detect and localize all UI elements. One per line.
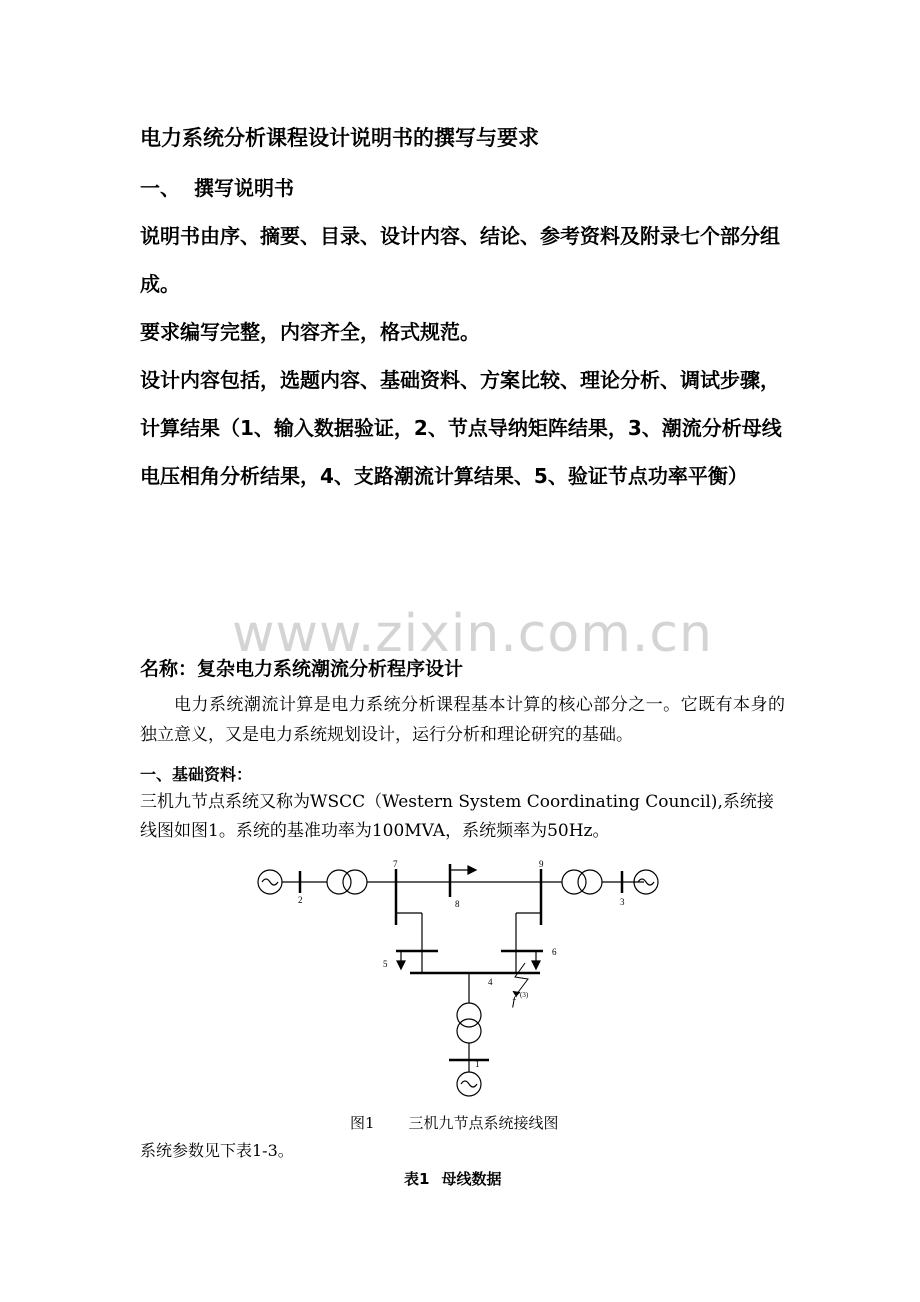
section-number: 一、 [140,176,180,200]
intro-paragraph: 电力系统潮流计算是电力系统分析课程基本计算的核心部分之一。它既有本身的独立意义，又是电力系统规划设计，运行分析和理论研究的基础。 [140,695,785,745]
load-6-icon [532,961,540,969]
generator-1-icon [457,1072,481,1096]
figure-title: 三机九节点系统接线图 [408,1114,559,1132]
bus-3-label: 3 [620,897,625,907]
paragraph-design-content: 设计内容包括，选题内容、基础资料、方案比较、理论分析、调试步骤，计算结果（1、输入数据验证，2、节点导纳矩阵结果，3、潮流分析母线电压相角分析结果，4、支路潮流计算结果、5、验证节点功率平衡） [140,368,782,488]
fault-label: f [512,993,516,1008]
load-8-icon [468,866,476,874]
bus-2-label: 2 [298,895,303,905]
params-text: 系统参数见下表1-3。 [140,1141,294,1160]
project-name: 名称：复杂电力系统潮流分析程序设计 [140,658,464,680]
document-title: 电力系统分析课程设计说明书的撰写与要求 [140,126,539,150]
transformer-right-icon [562,870,602,894]
table-number: 表1 [404,1170,430,1188]
nine-bus-diagram [250,855,670,1105]
bus-6-label: 6 [552,947,557,957]
table-caption [404,1168,501,1189]
bus-4-label: 4 [488,977,493,987]
paragraph-structure: 说明书由序、摘要、目录、设计内容、结论、参考资料及附录七个部分组成。 [140,224,780,296]
transformer-bottom-icon [457,1003,481,1043]
bus-9-label: 9 [539,859,544,869]
watermark: www.zixin.com.cn [232,604,713,664]
figure-number: 图1 [350,1114,375,1132]
basic-data-text: 三机九节点系统又称为WSCC（Western System Coordinating Council),系统接线图如图1。系统的基准功率为100MVA，系统频率为50Hz。 [140,792,774,841]
transformer-left-icon [327,870,367,894]
table-title: 母线数据 [441,1170,502,1188]
paragraph-requirement: 要求编写完整，内容齐全，格式规范。 [140,320,480,344]
section-heading [140,164,790,212]
generator-2-icon [258,870,282,894]
section-title: 撰写说明书 [194,176,294,200]
bus-1-label: 1 [475,1059,480,1069]
load-5-icon [397,961,405,969]
basic-data-heading: 一、基础资料： [140,765,253,784]
bus-7-label: 7 [393,859,398,869]
bus-5-label: 5 [383,959,388,969]
bus-8-label: 8 [455,899,460,909]
fault-superscript: (3) [520,991,529,999]
figure-caption [350,1112,559,1133]
